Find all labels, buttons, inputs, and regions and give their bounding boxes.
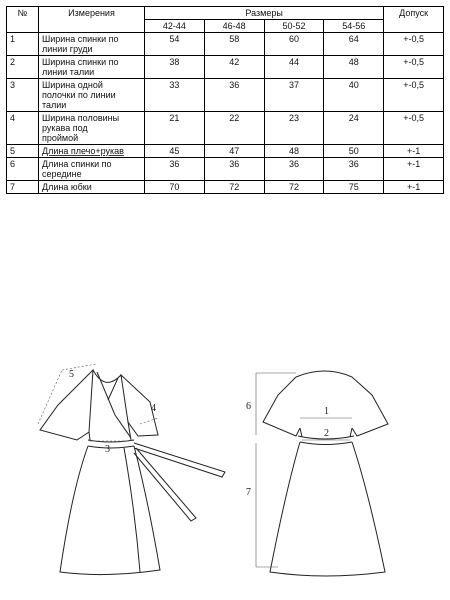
size-value: 75 bbox=[324, 181, 384, 194]
size-value: 21 bbox=[145, 112, 205, 145]
size-value: 50 bbox=[324, 145, 384, 158]
size-value: 48 bbox=[264, 145, 324, 158]
size-value: 72 bbox=[204, 181, 264, 194]
garment-drawings bbox=[0, 340, 450, 600]
tolerance-value: +-0,5 bbox=[384, 79, 444, 112]
tolerance-value: +-0,5 bbox=[384, 33, 444, 56]
table-header-row bbox=[7, 7, 444, 20]
tolerance-value: +-0,5 bbox=[384, 112, 444, 145]
measurement-name bbox=[39, 56, 145, 79]
row-number: 4 bbox=[7, 112, 39, 145]
row-number: 1 bbox=[7, 33, 39, 56]
table-row bbox=[7, 181, 444, 194]
table-row bbox=[7, 33, 444, 56]
size-value: 58 bbox=[204, 33, 264, 56]
measurement-name-line: линии груди bbox=[42, 44, 93, 54]
tolerance-value: +-1 bbox=[384, 181, 444, 194]
measurement-name-line: Ширина одной bbox=[42, 80, 103, 90]
size-value: 23 bbox=[264, 112, 324, 145]
size-value: 36 bbox=[204, 79, 264, 112]
row-number: 7 bbox=[7, 181, 39, 194]
header-sizes: Размеры bbox=[145, 7, 384, 20]
size-value: 24 bbox=[324, 112, 384, 145]
measurement-name-line: проймой bbox=[42, 133, 79, 143]
size-value: 38 bbox=[145, 56, 205, 79]
measurement-name-line: линии талии bbox=[42, 67, 95, 77]
measurement-name bbox=[39, 33, 145, 56]
row-number: 5 bbox=[7, 145, 39, 158]
front-belt-ties bbox=[134, 443, 225, 521]
back-right-sleeve bbox=[352, 377, 388, 436]
size-value: 72 bbox=[264, 181, 324, 194]
size-value: 36 bbox=[264, 158, 324, 181]
size-value: 36 bbox=[145, 158, 205, 181]
size-value: 47 bbox=[204, 145, 264, 158]
measurement-name bbox=[39, 112, 145, 145]
size-value: 36 bbox=[204, 158, 264, 181]
table-row bbox=[7, 79, 444, 112]
back-shoulders bbox=[296, 371, 352, 377]
size-value: 44 bbox=[264, 56, 324, 79]
size-value: 37 bbox=[264, 79, 324, 112]
measurement-name-line: Длина плечо+рукав bbox=[42, 146, 124, 156]
row-number: 3 bbox=[7, 79, 39, 112]
size-value: 54 bbox=[145, 33, 205, 56]
measurement-name-line: Ширина половины bbox=[42, 113, 120, 123]
front-dress-drawing bbox=[40, 370, 225, 575]
table-row bbox=[7, 56, 444, 79]
measurement-name-line: талии bbox=[42, 100, 67, 110]
size-column-header: 46-48 bbox=[204, 20, 264, 33]
measurement-name-line: Ширина спинки по bbox=[42, 34, 119, 44]
measurement-name bbox=[39, 181, 145, 194]
size-value: 60 bbox=[264, 33, 324, 56]
back-skirt bbox=[270, 442, 385, 576]
front-left-sleeve bbox=[40, 370, 93, 440]
back-label-6: 6 bbox=[246, 401, 251, 412]
size-column-header: 42-44 bbox=[145, 20, 205, 33]
table-row bbox=[7, 158, 444, 181]
measurement-name bbox=[39, 79, 145, 112]
header-measure: Измерения bbox=[39, 7, 145, 33]
measurement-name-line: Длина юбки bbox=[42, 182, 92, 192]
size-value: 45 bbox=[145, 145, 205, 158]
back-label-1: 1 bbox=[324, 406, 329, 417]
measurement-name-line: полочки по линии bbox=[42, 90, 116, 100]
measurement-name-line: середине bbox=[42, 169, 82, 179]
size-value: 33 bbox=[145, 79, 205, 112]
tolerance-value: +-0,5 bbox=[384, 56, 444, 79]
front-skirt bbox=[60, 446, 160, 575]
back-label-7: 7 bbox=[246, 487, 251, 498]
front-label-4: 4 bbox=[151, 403, 156, 414]
measurement-name-line: рукава под bbox=[42, 123, 88, 133]
row-number: 2 bbox=[7, 56, 39, 79]
measurement-name bbox=[39, 145, 145, 158]
size-value: 48 bbox=[324, 56, 384, 79]
tolerance-value: +-1 bbox=[384, 158, 444, 181]
size-value: 64 bbox=[324, 33, 384, 56]
table-row bbox=[7, 145, 444, 158]
tolerance-value: +-1 bbox=[384, 145, 444, 158]
header-number: № bbox=[7, 7, 39, 33]
size-column-header: 50-52 bbox=[264, 20, 324, 33]
size-column-header: 54-56 bbox=[324, 20, 384, 33]
front-label-5: 5 bbox=[69, 369, 74, 380]
table-body bbox=[7, 33, 444, 194]
size-table bbox=[6, 6, 444, 194]
size-value: 42 bbox=[204, 56, 264, 79]
measurement-name-line: Ширина спинки по bbox=[42, 57, 119, 67]
row-number: 6 bbox=[7, 158, 39, 181]
size-value: 70 bbox=[145, 181, 205, 194]
back-label-2: 2 bbox=[324, 428, 329, 439]
back-left-sleeve bbox=[263, 377, 300, 436]
size-value: 22 bbox=[204, 112, 264, 145]
size-value: 40 bbox=[324, 79, 384, 112]
back-dress-drawing bbox=[263, 371, 388, 576]
back-dimension-lines bbox=[256, 373, 352, 567]
measurement-name bbox=[39, 158, 145, 181]
front-label-3: 3 bbox=[105, 444, 110, 455]
dimension-5-line bbox=[38, 364, 96, 424]
size-value: 36 bbox=[324, 158, 384, 181]
table-row bbox=[7, 112, 444, 145]
header-tolerance: Допуск bbox=[384, 7, 444, 33]
measurement-name-line: Длина спинки по bbox=[42, 159, 112, 169]
